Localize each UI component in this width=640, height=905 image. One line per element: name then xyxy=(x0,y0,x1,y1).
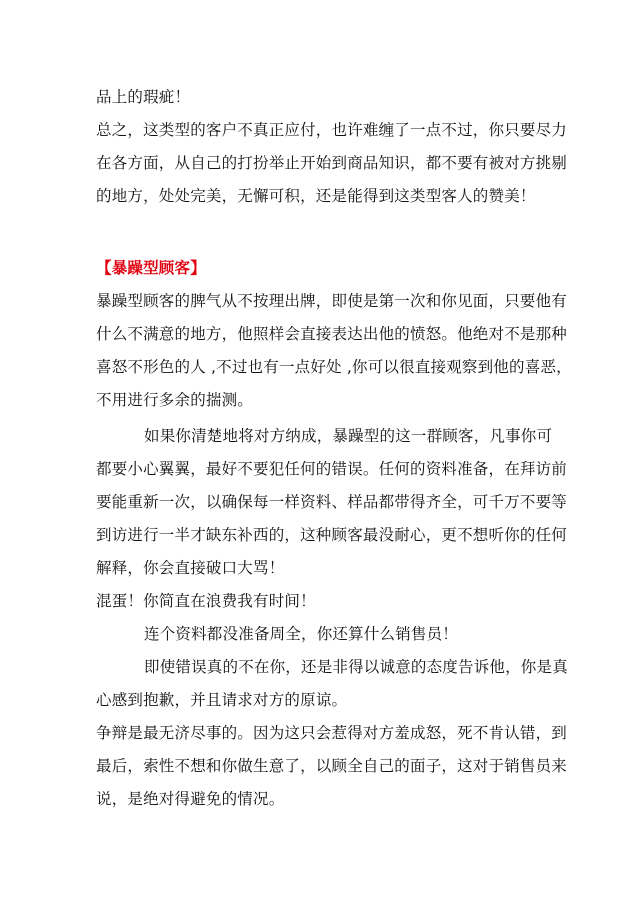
text-line: 都要小心翼翼，最好不要犯任何的错误。任何的资料准备，在拜访前 xyxy=(96,460,568,478)
text-line: 品上的瑕疵！ xyxy=(96,88,191,106)
text-line: 心感到抱歉，并且请求对方的原谅。 xyxy=(96,691,348,709)
text-line: 混蛋！你简直在浪费我有时间！ xyxy=(96,592,316,610)
section-heading: 【暴躁型顾客】 xyxy=(96,259,206,277)
text-line: 最后，索性不想和你做生意了，以顾全自己的面子，这对于销售员来 xyxy=(96,757,568,775)
text-line: 暴躁型顾客的脾气从不按理出牌，即使是第一次和你见面，只要他有 xyxy=(96,292,568,310)
text-line: 解释，你会直接破口大骂！ xyxy=(96,559,285,577)
text-line: 说，是绝对得避免的情况。 xyxy=(96,790,285,808)
text-line: 连个资料都没准备周全，你还算什么销售员！ xyxy=(144,625,459,643)
text-line: 要能重新一次，以确保每一样资料、样品都带得齐全，可千万不要等 xyxy=(96,493,568,511)
text-line: 即使错误真的不在你，还是非得以诚意的态度告诉他，你是真 xyxy=(144,658,568,676)
text-line: 在各方面，从自己的打扮举止开始到商品知识，都不要有被对方挑剔 xyxy=(96,154,568,172)
text-line: 争辩是最无济尽事的。因为这只会惹得对方羞成怒，死不肯认错，到 xyxy=(96,724,568,742)
text-line: 到访进行一半才缺东补西的，这种顾客最没耐心，更不想听你的任何 xyxy=(96,526,568,544)
text-line: 的地方，处处完美，无懈可积，还是能得到这类型客人的赞美！ xyxy=(96,187,536,205)
text-line: 喜怒不形色的人 ,不过也有一点好处 ,你可以很直接观察到他的喜恶， xyxy=(96,358,572,376)
text-line: 不用进行多余的揣测。 xyxy=(96,391,254,409)
text-line: 什么不满意的地方，他照样会直接表达出他的愤怒。他绝对不是那种 xyxy=(96,325,568,343)
text-line: 总之，这类型的客户不真正应付，也许难缠了一点不过，你只要尽力 xyxy=(96,121,568,139)
text-line: 如果你清楚地将对方纳成，暴躁型的这一群顾客，凡事你可 xyxy=(144,427,553,445)
